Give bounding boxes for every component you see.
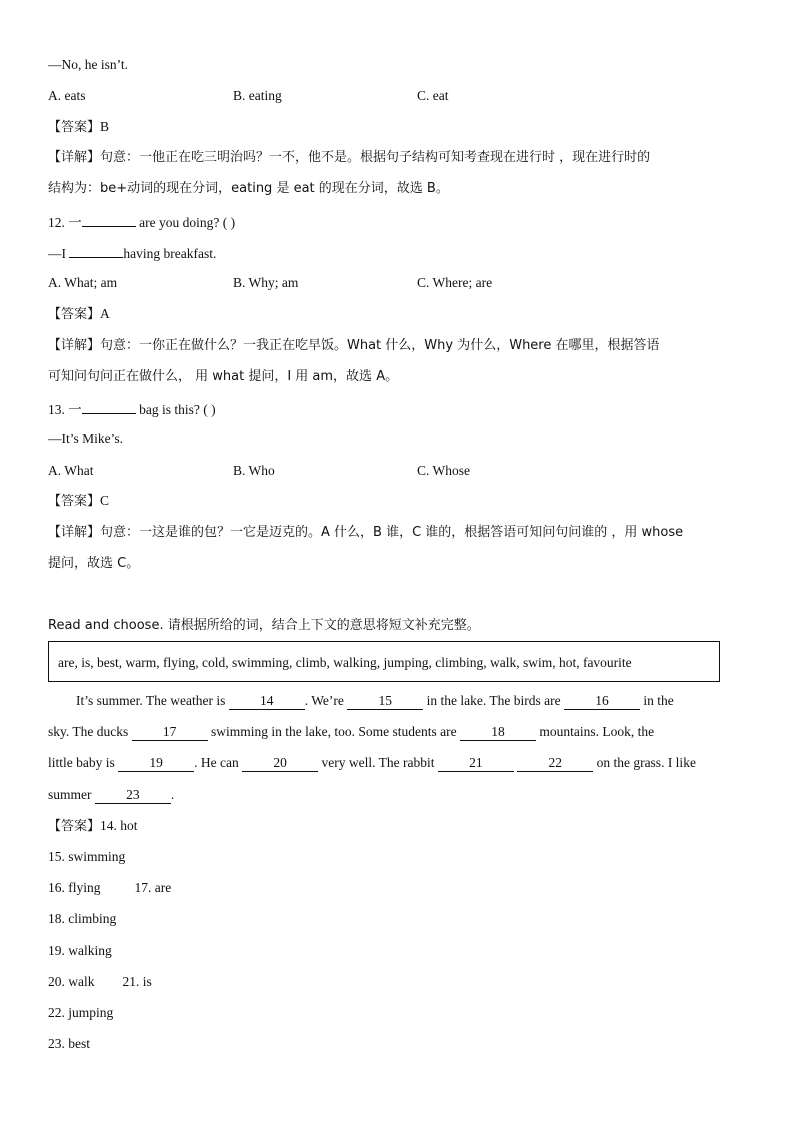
word-bank-box: [48, 641, 720, 682]
answer-15: 15. swimming: [48, 849, 126, 864]
q12-reply-blank: [69, 243, 123, 258]
q11-detail-line1: 【详解】句意：一他正在吃三明治吗？一不，他不是。根据句子结构可知考查现在进行时 ，现在进行时的: [48, 150, 651, 165]
blank-23: 23: [95, 787, 171, 804]
q13-option-b: B. Who: [233, 463, 275, 478]
q12-reply-start: —I: [48, 246, 70, 261]
q12-question-text: are you doing? ( ): [135, 215, 236, 230]
blank-21: 21: [438, 755, 514, 772]
passage-line-2: [48, 723, 732, 741]
q11-option-c: C. eat: [417, 88, 449, 103]
blank-22: 22: [517, 755, 593, 772]
section-instruction: Read and choose. 请根据所给的词，结合上下文的意思将短文补充完整。: [48, 618, 480, 633]
q13-detail-line2: 提问，故选 C。: [48, 556, 140, 571]
q12-reply-text: having breakfast.: [123, 246, 217, 261]
passage-text: in the lake. The birds are: [423, 693, 564, 708]
passage-text: little baby is: [48, 755, 119, 770]
q12-option-b: B. Why; am: [233, 275, 299, 290]
passage-text: It’s summer. The weather is: [76, 693, 229, 708]
passage-text: . He can: [194, 755, 243, 770]
blank-20: 20: [242, 755, 318, 772]
q13-number: 13. 一: [48, 402, 82, 417]
q13-blank: [82, 399, 136, 414]
q13-detail-line1: 【详解】句意：一这是谁的包？一它是迈克的。A 什么，B 谁，C 谁的，根据答语可知问句问谁的 ，用 whose: [48, 525, 684, 540]
q13-question-text: bag is this? ( ): [135, 402, 216, 417]
q11-answer-value: B: [100, 119, 110, 134]
q13-option-a: A. What: [48, 463, 94, 478]
passage-text: very well. The rabbit: [318, 755, 438, 770]
q12-option-a: A. What; am: [48, 275, 118, 290]
answer-19: 19. walking: [48, 943, 112, 958]
section-answer-line: [48, 817, 138, 836]
answer-20-21-line: [48, 973, 152, 991]
passage-text: mountains. Look, the: [535, 724, 655, 739]
q11-option-a: A. eats: [48, 88, 86, 103]
passage-line-3: [48, 754, 732, 772]
q12-detail-line1: 【详解】句意：一你正在做什么？一我正在吃早饭。What 什么，Why 为什么，Where 在哪里，根据答语: [48, 338, 660, 353]
q12-number: 12. 一: [48, 215, 82, 230]
q11-answer: [48, 118, 748, 137]
passage-text: .: [170, 787, 175, 802]
q11-reply: —No, he isn’t.: [48, 57, 128, 72]
answer-tag: 【答案】: [48, 494, 101, 509]
passage-text: sky. The ducks: [48, 724, 132, 739]
answer-18: 18. climbing: [48, 911, 117, 926]
answer-16: 16. flying: [48, 880, 101, 895]
passage-text: in the: [639, 693, 674, 708]
q11-option-b: B. eating: [233, 88, 282, 103]
answer-22: 22. jumping: [48, 1005, 114, 1020]
q12-option-c: C. Where; are: [417, 275, 493, 290]
q13-option-c: C. Whose: [417, 463, 470, 478]
passage-text: . We’re: [304, 693, 348, 708]
blank-17: 17: [132, 724, 208, 741]
answer-tag: 【答案】: [48, 120, 101, 135]
q12-answer: [48, 305, 748, 324]
q13-question: [48, 399, 748, 419]
blank-16: 16: [564, 693, 640, 710]
q12-question: [48, 212, 748, 232]
q12-reply: [48, 243, 748, 263]
passage-text: on the grass. I like: [593, 755, 696, 770]
answer-17: 17. are: [134, 880, 172, 895]
blank-19: 19: [118, 755, 194, 772]
passage-line-1: [48, 692, 732, 710]
passage-line-4: [48, 786, 732, 804]
blank-14: 14: [229, 693, 305, 710]
answer-16-17-line: [48, 879, 171, 897]
answer-21: 21. is: [122, 974, 152, 989]
q13-answer: [48, 492, 748, 511]
blank-18: 18: [460, 724, 536, 741]
answer-20: 20. walk: [48, 974, 95, 989]
answer-tag: 【答案】: [48, 307, 101, 322]
answer-tag: 【答案】: [48, 819, 101, 834]
q13-reply: —It’s Mike’s.: [48, 431, 124, 446]
answer-14: 14. hot: [100, 818, 138, 833]
word-bank-text: are, is, best, warm, flying, cold, swimming, climb, walking, jumping, climbing, walk, swim, hot, favourite: [58, 655, 632, 670]
passage-text: swimming in the lake, too. Some students are: [207, 724, 460, 739]
answer-23: 23. best: [48, 1036, 90, 1051]
q12-detail-line2: 可知问句问正在做什么， 用 what 提问，I 用 am，故选 A。: [48, 369, 399, 384]
q13-answer-value: C: [100, 493, 110, 508]
q12-blank: [82, 212, 136, 227]
passage-text: summer: [48, 787, 95, 802]
q11-detail-line2: 结构为：be+动词的现在分词，eating 是 eat 的现在分词，故选 B。: [48, 181, 449, 196]
blank-15: 15: [347, 693, 423, 710]
q12-answer-value: A: [100, 306, 110, 321]
